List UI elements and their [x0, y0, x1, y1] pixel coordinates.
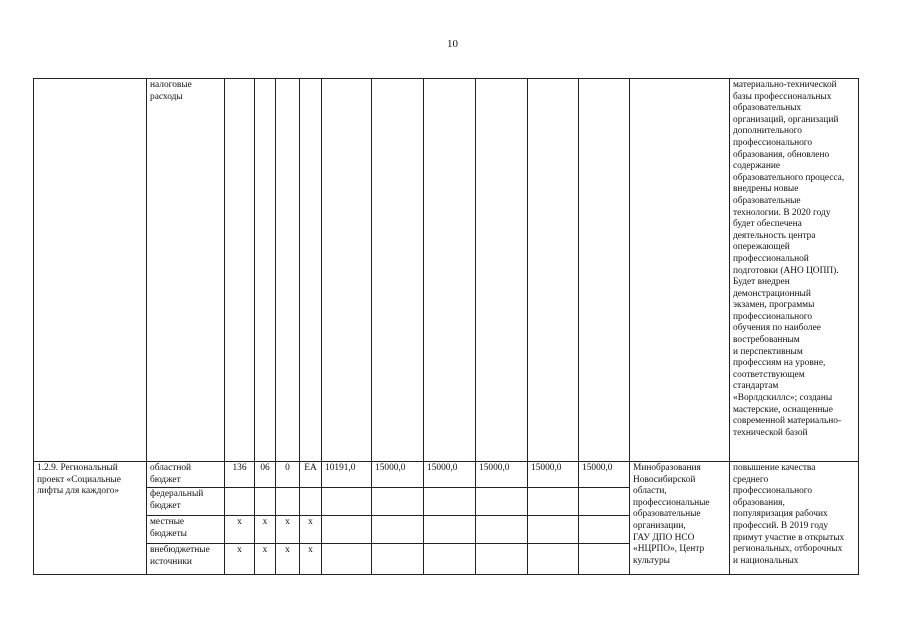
- value-cell: [372, 488, 424, 516]
- rz-cell: х: [255, 544, 276, 575]
- grbs-cell: 136: [225, 462, 255, 488]
- pr-cell: [276, 79, 300, 462]
- value-cell: [528, 79, 579, 462]
- value-cell: 15000,0: [476, 462, 528, 488]
- event-name-cell: [34, 79, 147, 462]
- value-cell: [579, 544, 630, 575]
- source-cell: местные бюджеты: [147, 516, 225, 544]
- source-cell: внебюджетные источники: [147, 544, 225, 575]
- rz-cell: [255, 488, 276, 516]
- grbs-cell: х: [225, 544, 255, 575]
- value-cell: [424, 79, 476, 462]
- executor-cell: Минобразования Новосибирской области, профессиональные образовательные организации, ГАУ ДПО НСО «НЦРПО», Центр культуры: [630, 462, 730, 575]
- pr-cell: 0: [276, 462, 300, 488]
- value-cell: 15000,0: [372, 462, 424, 488]
- pr-cell: х: [276, 544, 300, 575]
- rz-cell: [255, 79, 276, 462]
- rz-cell: 06: [255, 462, 276, 488]
- grbs-cell: [225, 79, 255, 462]
- result-cell: материально-технической базы профессиональных образовательных организаций, организаций дополнительного профессионального образования, обновлено содержание образовательного процесса, внедрены новые образовательные технологии. В 2020 году будет обеспечена деятельность центра опережающей профессиональной подготовки (АНО ЦОПП). Будет внедрен демонстрационный экзамен, программы профессионального обучения по наиболее востребованным и перспективным профессиям на уровне, соответствующем стандартам «Ворлдскиллс»; созданы мастерские, оснащенные современной материально- технической базой: [730, 79, 859, 462]
- value-cell: [372, 516, 424, 544]
- value-cell: [528, 544, 579, 575]
- source-cell: налоговые расходы: [147, 79, 225, 462]
- value-cell: 10191,0: [322, 462, 372, 488]
- rz-cell: х: [255, 516, 276, 544]
- value-cell: [424, 488, 476, 516]
- value-cell: [528, 488, 579, 516]
- value-cell: [424, 544, 476, 575]
- csr-cell: х: [300, 516, 322, 544]
- table-row: [34, 79, 859, 462]
- pr-cell: [276, 488, 300, 516]
- value-cell: 15000,0: [528, 462, 579, 488]
- value-cell: [476, 544, 528, 575]
- csr-cell: [300, 488, 322, 516]
- value-cell: [579, 79, 630, 462]
- value-cell: [476, 488, 528, 516]
- page-number: 10: [447, 38, 458, 50]
- table-row: [34, 462, 859, 488]
- value-cell: [322, 488, 372, 516]
- source-cell: областной бюджет: [147, 462, 225, 488]
- pr-cell: х: [276, 516, 300, 544]
- grbs-cell: [225, 488, 255, 516]
- value-cell: [322, 516, 372, 544]
- csr-cell: [300, 79, 322, 462]
- result-cell: повышение качества среднего профессионального образования, популяризация рабочих профессий. В 2019 году примут участие в открытых региональных, отборочных и национальных: [730, 462, 859, 575]
- value-cell: [424, 516, 476, 544]
- value-cell: [579, 516, 630, 544]
- value-cell: 15000,0: [424, 462, 476, 488]
- executor-cell: [630, 79, 730, 462]
- grbs-cell: х: [225, 516, 255, 544]
- value-cell: [372, 79, 424, 462]
- value-cell: [372, 544, 424, 575]
- source-cell: федеральный бюджет: [147, 488, 225, 516]
- value-cell: [579, 488, 630, 516]
- value-cell: [476, 516, 528, 544]
- csr-cell: х: [300, 544, 322, 575]
- value-cell: [476, 79, 528, 462]
- value-cell: 15000,0: [579, 462, 630, 488]
- program-table: [33, 78, 859, 575]
- value-cell: [322, 544, 372, 575]
- value-cell: [322, 79, 372, 462]
- value-cell: [528, 516, 579, 544]
- csr-cell: ЕА: [300, 462, 322, 488]
- project-name-cell: 1.2.9. Региональный проект «Социальные лифты для каждого»: [34, 462, 147, 575]
